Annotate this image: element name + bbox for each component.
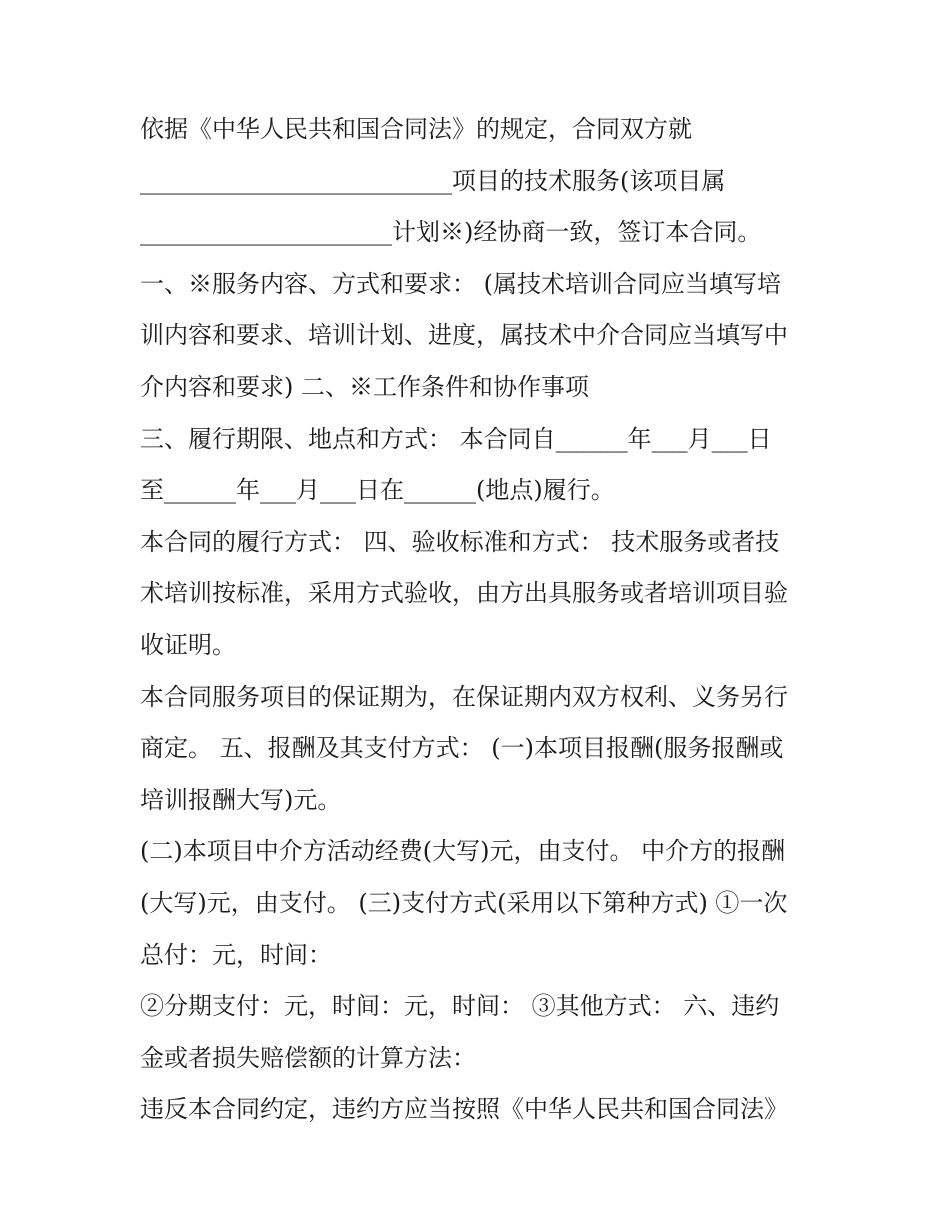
text-line: ②分期支付：元，时间：元，时间： ③其他方式： 六、违约 [140, 992, 780, 1021]
text-line: (二)本项目中介方活动经费(大写)元，由支付。 中介方的报酬 [140, 837, 786, 866]
text-line: 违反本合同约定，违约方应当按照《中华人民共和国合同法》 [140, 1095, 788, 1124]
text-line: 训内容和要求、培训计划、进度，属技术中介合同应当填写中 [140, 321, 788, 350]
text-line: 商定。 五、报酬及其支付方式： (一)本项目报酬(服务报酬或 [140, 734, 784, 763]
text-line: 本合同的履行方式： 四、验收标准和方式： 技术服务或者技 [140, 527, 780, 556]
text-line: 总付：元，时间： [140, 940, 332, 969]
text-line: 收证明。 [140, 630, 236, 659]
text-line: _____________________计划※)经协商一致，签订本合同。 [140, 218, 762, 247]
contract-body-text [140, 104, 830, 1136]
text-line: 三、履行期限、地点和方式： 本合同自______年___月___日 [140, 424, 772, 453]
text-line: 介内容和要求) 二、※工作条件和协作事项 [140, 372, 589, 401]
text-line: 本合同服务项目的保证期为，在保证期内双方权利、义务另行 [140, 682, 788, 711]
text-line: 至______年___月___日在______(地点)履行。 [140, 476, 615, 505]
text-line: 一、※服务内容、方式和要求： (属技术培训合同应当填写培 [140, 269, 781, 298]
text-line: 术培训按标准，采用方式验收，由方出具服务或者培训项目验 [140, 579, 788, 608]
text-line: 金或者损失赔偿额的计算方法： [140, 1043, 476, 1072]
text-line: (大写)元，由支付。 (三)支付方式(采用以下第种方式) ①一次 [140, 888, 788, 917]
text-line: 培训报酬大写)元。 [140, 785, 342, 814]
text-line: 依据《中华人民共和国合同法》的规定，合同双方就 [140, 115, 692, 143]
text-line: __________________________项目的技术服务(该项目属 [140, 166, 726, 195]
